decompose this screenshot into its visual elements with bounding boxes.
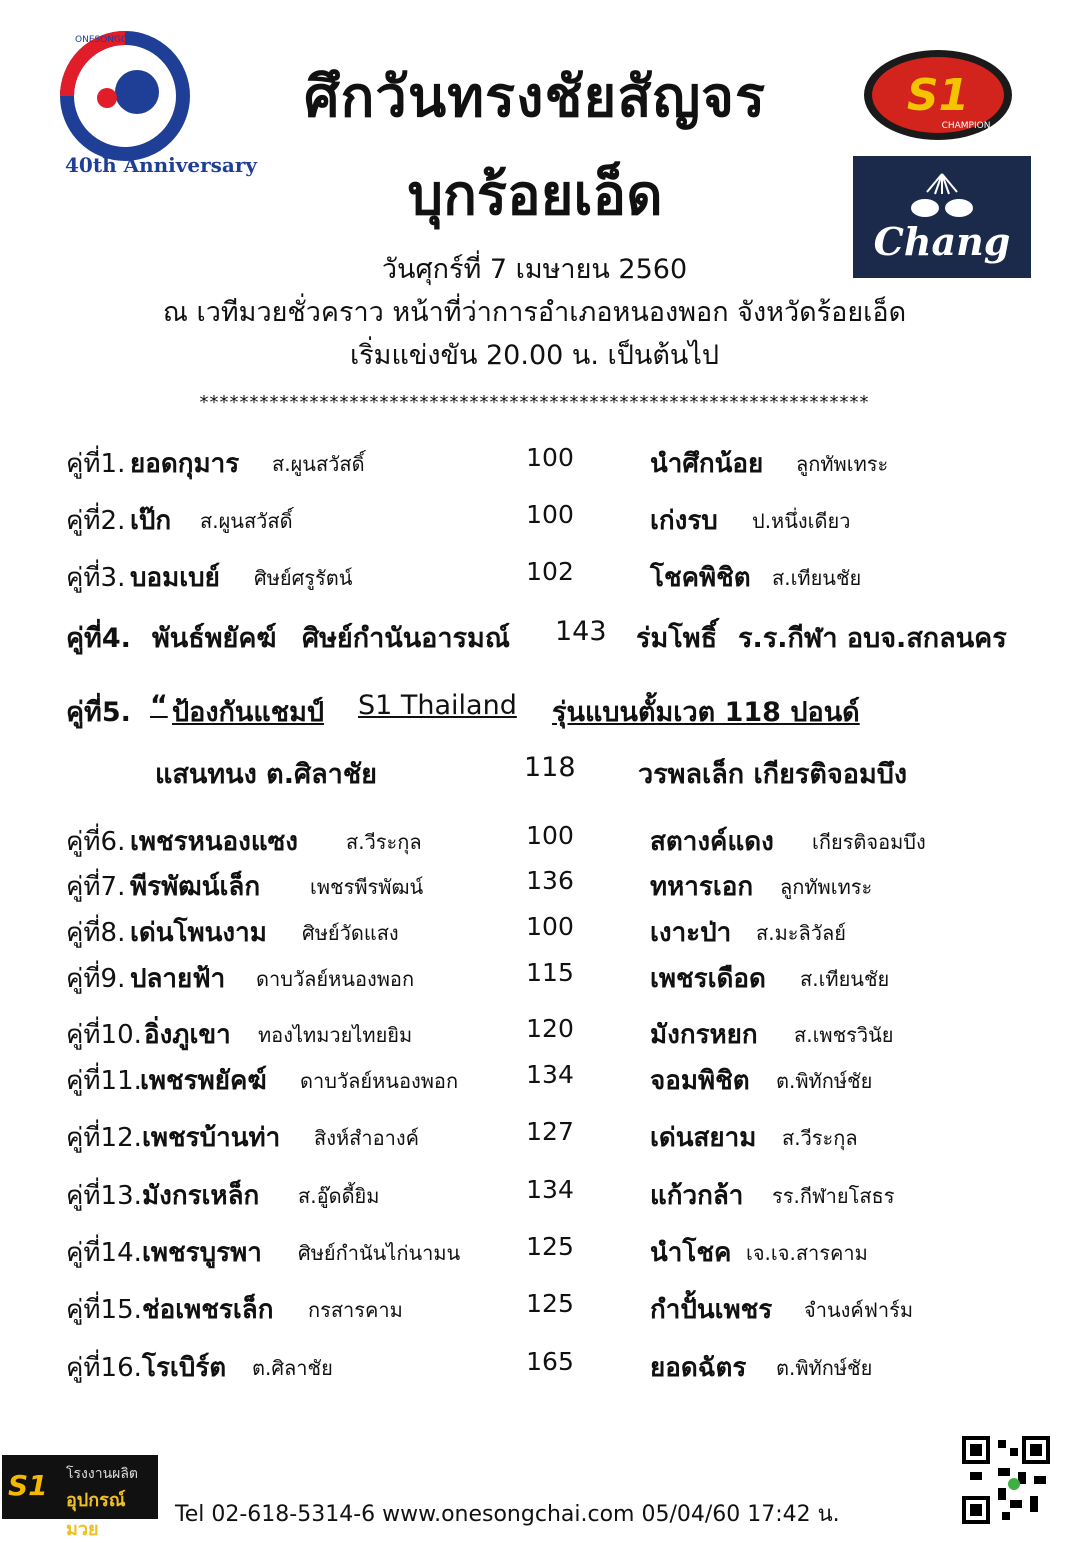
fighter2-name: ร่มโพธิ์ xyxy=(636,623,718,654)
fighter1-camp: ดาบวัลย์หนองพอก xyxy=(256,967,415,991)
bout-row xyxy=(0,866,1069,906)
fighter2-name: เพชรเดือด xyxy=(650,964,766,994)
bout-number: คู่ที่5. xyxy=(66,697,131,728)
chang-text: Chang xyxy=(873,219,1011,264)
fighter1-name: มังกรเหล็ก xyxy=(142,1181,260,1211)
anniversary-text: 40th Anniversary xyxy=(65,153,258,177)
fighter1-name: เพชรหนองแซง xyxy=(130,827,298,857)
fighter1-name: ช่อเพชรเล็ก xyxy=(142,1295,274,1325)
fighter1-name: โรเบิร์ต xyxy=(142,1353,227,1383)
s1-champion-text: CHAMPION xyxy=(941,121,991,131)
bout-row xyxy=(0,500,1069,540)
fighter1-camp: ส.ผูนสวัสดิ์ xyxy=(272,452,365,476)
bout-number: คู่ที่12. xyxy=(66,1123,142,1153)
fighter2-camp: ส.เทียนชัย xyxy=(772,566,862,590)
footer-logo-line1: โรงงานผลิต xyxy=(66,1466,139,1482)
weight: 134 xyxy=(526,1060,574,1089)
fighter2-name: ยอดฉัตร xyxy=(650,1353,747,1383)
fighter1-camp: ดาบวัลย์หนองพอก xyxy=(300,1069,459,1093)
fighter1-camp: ทองไทมวยไทยยิม xyxy=(258,1023,413,1047)
weight: 125 xyxy=(526,1289,574,1318)
title-fight-row xyxy=(0,752,1069,792)
fighter1-name: เด่นโพนงาม xyxy=(130,918,267,948)
title-s1-thailand: S1 Thailand xyxy=(358,690,517,721)
fighter1-camp: ศิษย์กำนันไก่นามน xyxy=(298,1241,461,1265)
bout-row xyxy=(0,1347,1069,1387)
fighter1-camp: ส.ผูนสวัสดิ์ xyxy=(200,509,293,533)
bout-number: คู่ที่8. xyxy=(66,918,126,948)
bout-row xyxy=(0,1175,1069,1215)
bout-number: คู่ที่6. xyxy=(66,827,126,857)
event-start-time: เริ่มแข่งขัน 20.00 น. เป็นต้นไป xyxy=(349,340,720,371)
fighter2-name: กำปั้นเพชร xyxy=(650,1295,773,1325)
fighter1-camp: ศิษย์กำนันอารมณ์ xyxy=(302,623,510,654)
bout-row xyxy=(0,1014,1069,1054)
elephant-emblem-icon xyxy=(907,170,977,222)
title-defend-text: ป้องกันแชมป์ xyxy=(172,697,325,728)
fighter1-name: พันธ์พยัคฆ์ xyxy=(152,623,277,654)
bout-row xyxy=(0,557,1069,597)
bout-number: คู่ที่14. xyxy=(66,1238,142,1268)
fighter1-name: อิ่งภูเขา xyxy=(144,1020,231,1050)
fighter1-camp: ศิษย์ศรูรัตน์ xyxy=(254,566,353,590)
bout-row xyxy=(0,1117,1069,1157)
bout-number: คู่ที่15. xyxy=(66,1295,142,1325)
footer-logo-line2: อุปกรณ์มวย xyxy=(66,1490,126,1540)
event-subtitle: บุกร้อยเอ็ด xyxy=(407,163,663,228)
title-fight-heading xyxy=(0,690,1069,730)
event-venue: ณ เวทีมวยชั่วคราว หน้าที่ว่าการอำเภอหนองพอก จังหวัดร้อยเอ็ด xyxy=(162,297,907,328)
fighter1-camp: ส.อู๊ดดี้ยิม xyxy=(298,1184,380,1208)
40th-anniversary-logo xyxy=(45,22,258,182)
fighter1-name: ยอดกุมาร xyxy=(130,449,240,479)
fighter1-name: ปลายฟ้า xyxy=(130,964,226,994)
weight: 102 xyxy=(526,557,574,586)
bout-number: คู่ที่9. xyxy=(66,964,126,994)
qr-code-icon xyxy=(962,1436,1050,1524)
bout-number: คู่ที่1. xyxy=(66,449,126,479)
event-date: วันศุกร์ที่ 7 เมษายน 2560 xyxy=(381,254,688,285)
footer-contact: Tel 02-618-5314-6 www.onesongchai.com 05/04/60 17:42 น. xyxy=(175,1502,840,1527)
fighter2-name: แก้วกล้า xyxy=(650,1181,744,1211)
bout-row xyxy=(0,1289,1069,1329)
fighter2-name: มังกรหยก xyxy=(650,1020,758,1050)
bout-number: คู่ที่16. xyxy=(66,1353,142,1383)
weight: 100 xyxy=(526,500,574,529)
fighter2-camp: เกียรติจอมบึง xyxy=(812,830,926,854)
bout-row xyxy=(0,912,1069,952)
weight: 118 xyxy=(524,752,576,783)
weight: 165 xyxy=(526,1347,574,1376)
event-title: ศึกวันทรงชัยสัญจร xyxy=(303,65,767,130)
fighter2-camp: ต.พิทักษ์ชัย xyxy=(776,1069,873,1093)
weight: 127 xyxy=(526,1117,574,1146)
title-quote: “ xyxy=(150,690,168,721)
bout-row-featured xyxy=(0,616,1069,656)
s1-champion-logo xyxy=(862,48,1014,143)
weight: 125 xyxy=(526,1232,574,1261)
fighter1-camp: กรสารคาม xyxy=(308,1298,403,1322)
fighter2-camp: ร.ร.กีฬา อบจ.สกลนคร xyxy=(738,623,1007,654)
fighter1-camp: ส.วีระกุล xyxy=(346,830,422,854)
bout-number: คู่ที่11. xyxy=(66,1066,142,1096)
fighter2-camp: รร.กีฬายโสธร xyxy=(772,1184,895,1208)
weight: 100 xyxy=(526,821,574,850)
fighter2-name: เด่นสยาม xyxy=(650,1123,757,1153)
onesongchai-arc-text: ONESONGCHAI xyxy=(75,35,143,45)
weight: 100 xyxy=(526,443,574,472)
bout-row xyxy=(0,958,1069,998)
bout-row xyxy=(0,443,1069,483)
fighter1-camp: ต.ศิลาชัย xyxy=(252,1356,333,1380)
fighter2-name: เงาะป่า xyxy=(650,918,732,948)
fighter2-name: นำโชค xyxy=(650,1238,732,1268)
fighter2-camp: ส.เทียนชัย xyxy=(800,967,890,991)
fighter1-camp: สิงห์สำอางค์ xyxy=(314,1126,419,1150)
footer-sponsor-logo xyxy=(2,1455,158,1540)
fighter1-name: เพชรบ้านท่า xyxy=(142,1123,281,1153)
fighter1-name: เพชรพยัคฆ์ xyxy=(140,1066,267,1096)
fighter2-name: เก่งรบ xyxy=(650,506,718,536)
fighter1-name: บอมเบย์ xyxy=(130,563,220,593)
bout-number: คู่ที่13. xyxy=(66,1181,142,1211)
fighter1-name: พีรพัฒน์เล็ก xyxy=(130,872,261,902)
fighter2-camp: ลูกทัพเทระ xyxy=(796,452,889,476)
weight: 120 xyxy=(526,1014,574,1043)
bout-number: คู่ที่2. xyxy=(66,506,126,536)
bout-number: คู่ที่4. xyxy=(66,623,131,654)
fighter2-name: ทหารเอก xyxy=(650,872,754,902)
bout-number: คู่ที่7. xyxy=(66,872,126,902)
fighter2-name: สตางค์แดง xyxy=(650,827,774,857)
weight: 100 xyxy=(526,912,574,941)
fighter2-name: วรพลเล็ก เกียรติจอมบึง xyxy=(638,759,908,790)
weight: 143 xyxy=(555,616,607,647)
fighter1-camp: ศิษย์วัดแสง xyxy=(302,921,399,945)
fighter1-camp: เพชรพีรพัฒน์ xyxy=(310,875,424,899)
footer-s1-text: S1 xyxy=(8,1469,48,1502)
fighter2-camp: ป.หนึ่งเดียว xyxy=(752,509,851,533)
weight: 134 xyxy=(526,1175,574,1204)
weight: 136 xyxy=(526,866,574,895)
fighter2-camp: เจ.เจ.สารคาม xyxy=(746,1241,868,1265)
fighter1-name: เป๊ก xyxy=(130,506,172,536)
fighter2-camp: ส.เพชรวินัย xyxy=(794,1023,894,1047)
bout-number: คู่ที่10. xyxy=(66,1020,142,1050)
weight: 115 xyxy=(526,958,574,987)
title-division: รุ่นแบนตั้มเวต 118 ปอนด์ xyxy=(552,697,860,728)
fighter1-name: เพชรบูรพา xyxy=(142,1238,262,1268)
bout-row xyxy=(0,821,1069,861)
fighter2-camp: จำนงค์ฟาร์ม xyxy=(804,1298,914,1322)
fighter2-name: นำศึกน้อย xyxy=(650,449,764,479)
separator: ******************************************************************* xyxy=(199,392,870,413)
s1-text: S1 xyxy=(906,70,970,121)
fighter2-camp: ลูกทัพเทระ xyxy=(780,875,873,899)
bout-row xyxy=(0,1060,1069,1100)
fighter2-camp: ต.พิทักษ์ชัย xyxy=(776,1356,873,1380)
fighter2-camp: ส.มะลิวัลย์ xyxy=(756,921,846,945)
fighter1-name: แสนทนง ต.ศิลาชัย xyxy=(155,759,377,790)
fighter2-name: จอมพิชิต xyxy=(650,1066,750,1096)
fighter2-camp: ส.วีระกุล xyxy=(782,1126,858,1150)
bout-row xyxy=(0,1232,1069,1272)
fighter2-name: โชคพิชิต xyxy=(650,563,751,593)
bout-number: คู่ที่3. xyxy=(66,563,126,593)
